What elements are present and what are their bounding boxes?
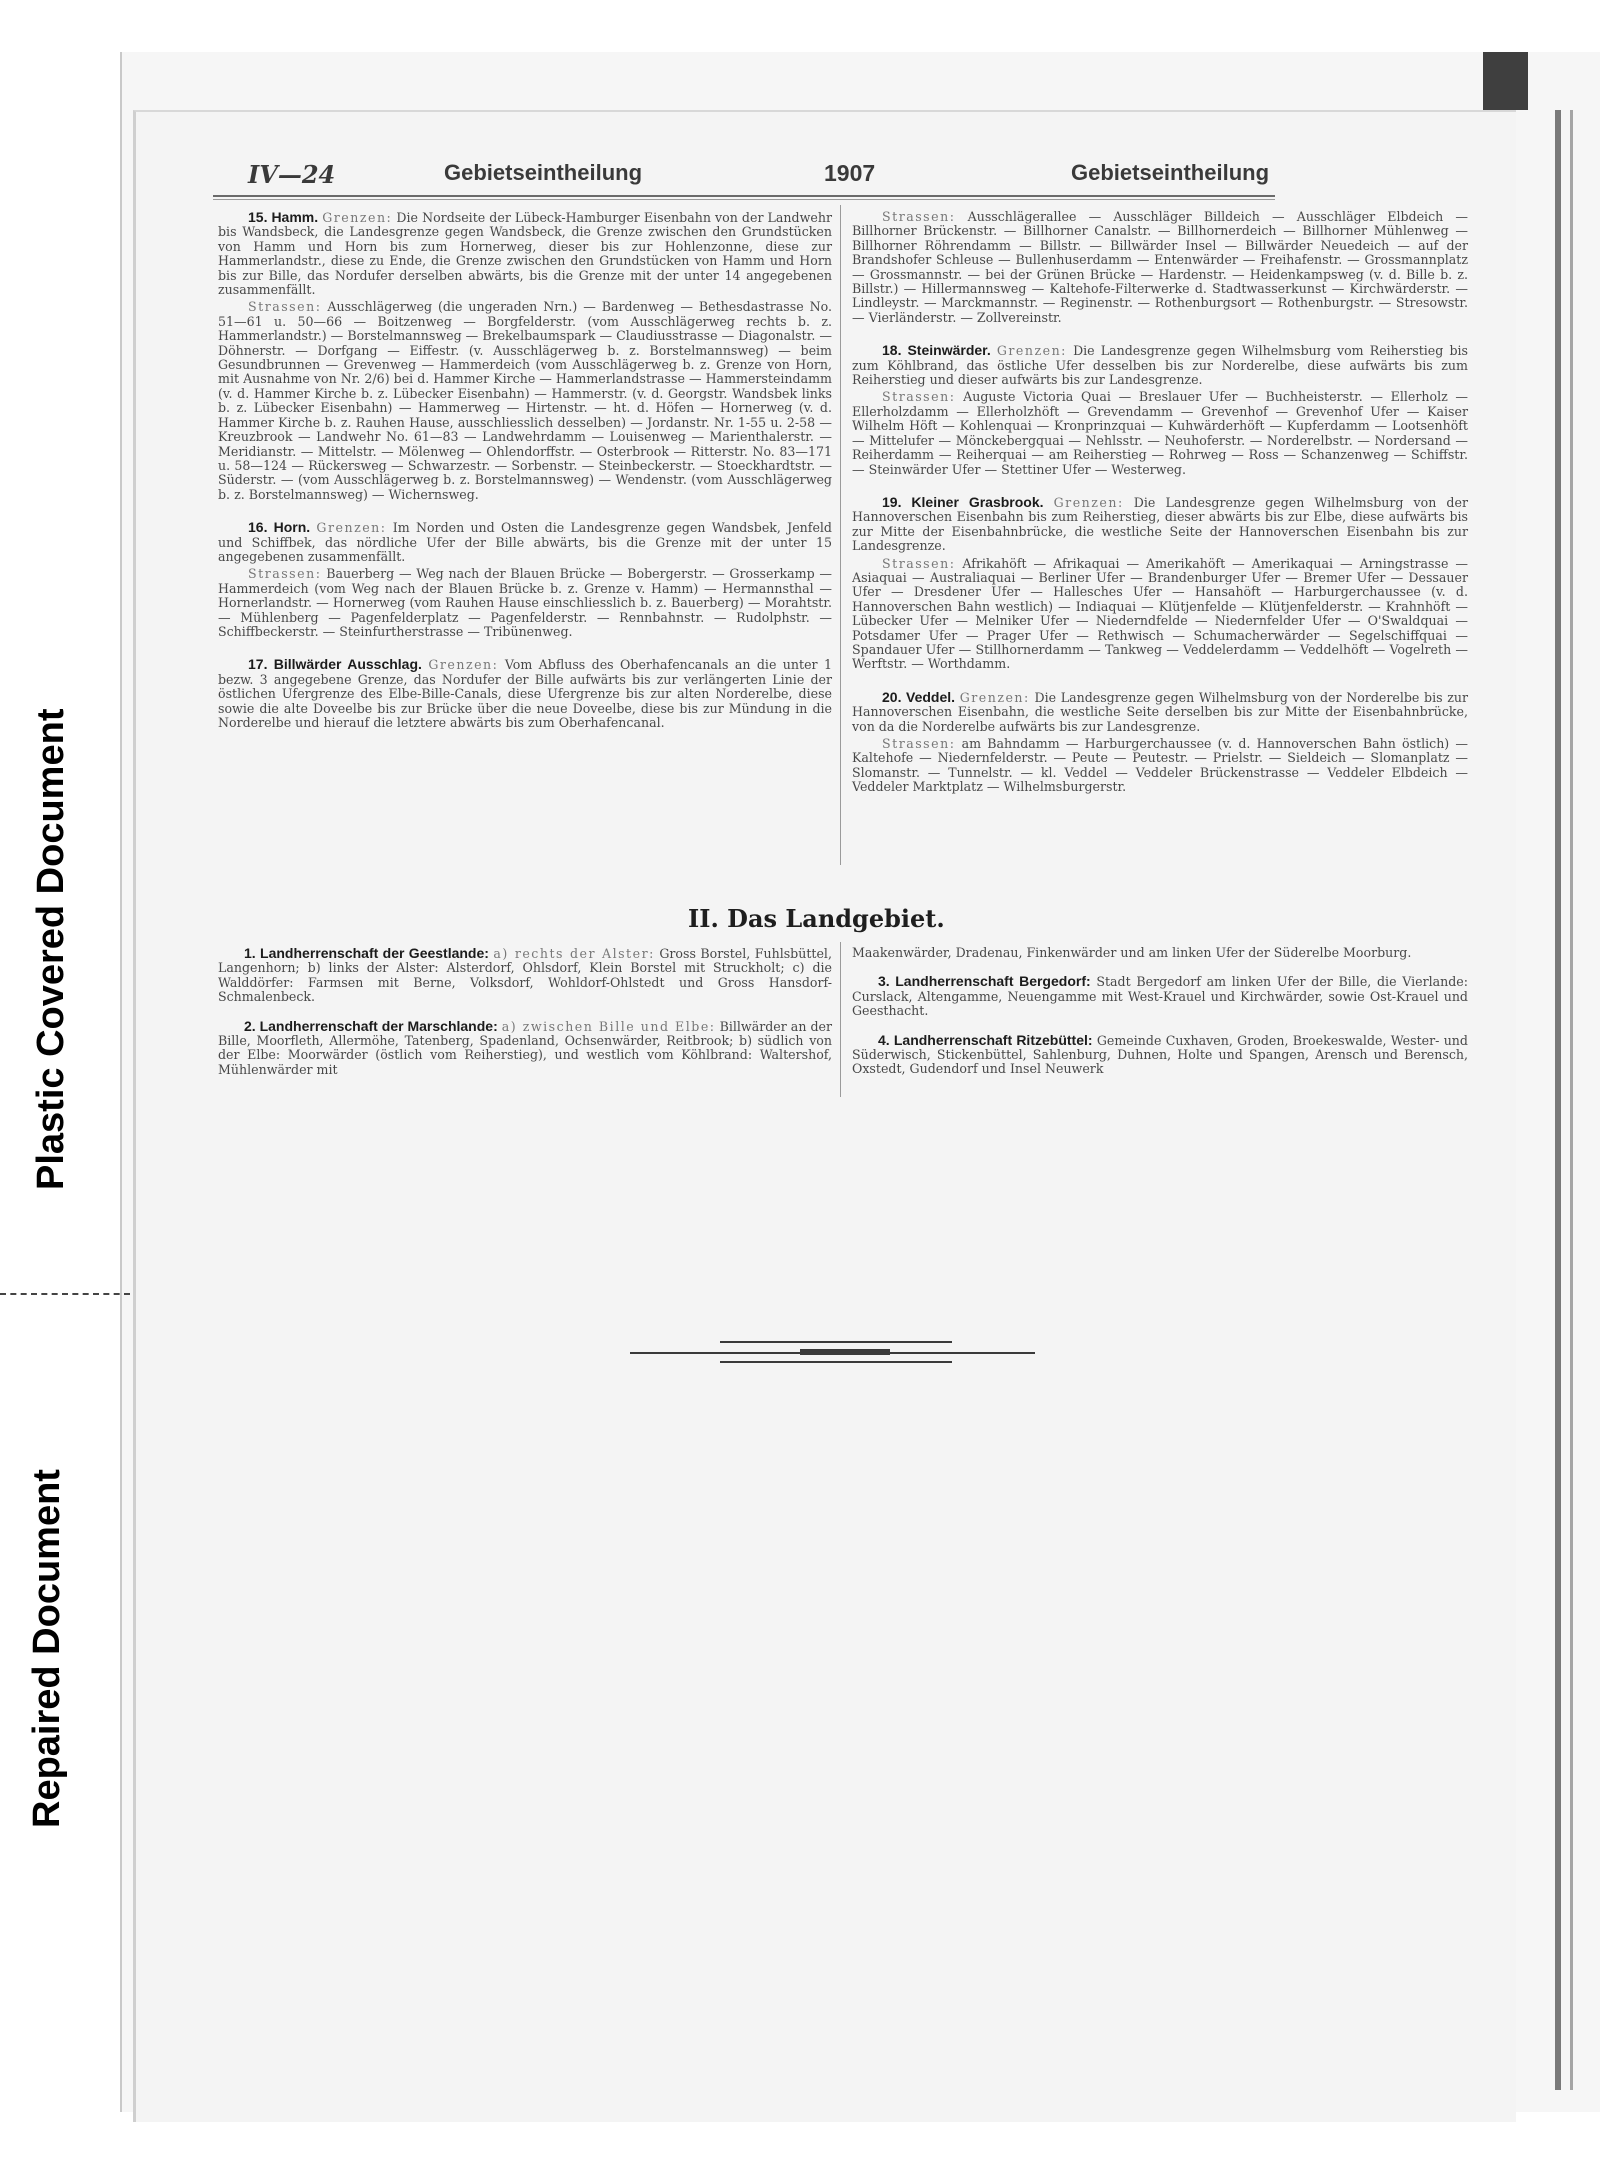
entry-label: Strassen: <box>882 736 956 751</box>
paragraph-billwaerder-grenzen <box>218 657 832 730</box>
paragraph-ritzebuettel <box>852 1033 1468 1077</box>
ornament-line-bottom <box>720 1361 952 1363</box>
entry-text: Vom Abfluss des Oberhafencanals an die unter 1 bezw. 3 angegebene Grenze, das Nordufer der Bille aufwärts bis zur verlängerten Linie der östlichen Ufergrenze des Elbe-Bille-Canals, diese Ufergrenze bis zur alten Norderelbe, diese sowie die alte Doveelbe bis zur Brücke über die neue Doveelbe, diese bis zur Mündung in die Norderelbe und hierauf die letztere abwärts bis zum Oberhafencanal. <box>218 657 832 730</box>
entry-text: Maakenwärder, Dradenau, Finkenwärder und am linken Ufer der Süderelbe Moorburg. <box>852 945 1412 960</box>
paragraph-marschlande <box>218 1019 832 1078</box>
paragraph-horn-grenzen <box>218 520 832 564</box>
binding-edge-inner <box>1570 110 1573 2090</box>
entry-text: Ausschlägerallee — Ausschläger Billdeich — Ausschläger Elbdeich — Billhorner Brückenstr. — Billhorner Canalstr. — Billhornerdeich — Billhorner Mühlenweg — Billhorner Röhrendamm — Billstr. — Billwärder Insel — Billwärder Neuedeich — auf der Brandshofer Schleuse — Bullenhuserdamm — Entenwärder — Freihafenstr. — Grossmannplatz — Grossmannstr. — bei der Grünen Brücke — Hardenstr. — Heidenkampsweg (v. d. Bille b. z. Billstr.) — Hillermannsweg — Kaltehofe-Filterwerke d. Stadtwasserkunst — Kirchwärderstr. — Lindleystr. — Marckmannstr. — Reginenstr. — Rothenburgsort — Rothenburgstr. — Stresowstr. — Vierländerstr. — Zollvereinstr. <box>852 209 1468 325</box>
entry-title: 1. Landherrenschaft der Geestlande: <box>244 945 489 961</box>
entry-label: Grenzen: <box>322 210 393 225</box>
entry-label: Grenzen: <box>1053 494 1124 510</box>
entry-text: Gemeinde Cuxhaven, Groden, Broekeswalde, Wester- und Süderwisch, Stickenbüttel, Sahlenburg, Duhnen, Holte und Spangen, Arensch und Berensch, Oxstedt, Gudendorf und Insel Neuwerk <box>852 1032 1468 1077</box>
entry-title: 17. Billwärder Ausschlag. <box>248 656 422 673</box>
paragraph-geestlande <box>218 946 832 1005</box>
entry-title: 19. Kleiner Grasbrook. <box>882 493 1044 510</box>
entry-label: Strassen: <box>882 555 956 571</box>
paragraph-steinwaerder-grenzen <box>852 343 1468 387</box>
page-number: IV—24 <box>248 160 336 189</box>
column-divider <box>840 205 841 865</box>
entry-label: Strassen: <box>882 209 956 224</box>
running-title-left: Gebietseintheilung <box>444 160 643 185</box>
entry-text: Billwärder an der Bille, Moorfleth, Allermöhe, Tatenberg, Spadenland, Ochsenwärder, Reitbrook; b) südlich von der Elbe: Moorwärder (östlich vom Reiherstieg), und westlich vom Köhlbrand: Waltershof, Mühlenwärder mit <box>218 1018 833 1077</box>
entry-text: Die Landesgrenze gegen Wilhelmsburg von der Hannoverschen Eisenbahn bis zum Reiherstieg, dieser abwärts bis zur Elbe, diese aufwärts bis zur Mitte der Eisenbahnbrücke, die westliche Seite der Hannoverschen Eisenbahn bis zur Landesgrenze. <box>852 494 1468 554</box>
paragraph-veddel-strassen <box>852 737 1468 795</box>
paragraph-bergedorf <box>852 974 1468 1018</box>
entry-text: Stadt Bergedorf am linken Ufer der Bille, die Vierlande: Curslack, Altengamme, Neuengamme mit West-Krauel und Kirchwärder, sowie Ost-Krauel und Geesthacht. <box>852 974 1469 1019</box>
entry-label: Grenzen: <box>996 343 1067 359</box>
paragraph-grasbrook-grenzen <box>852 495 1468 554</box>
entry-label: Strassen: <box>882 389 956 405</box>
side-label-separator <box>0 1293 130 1295</box>
entry-title: 4. Landherrenschaft Ritzebüttel: <box>878 1031 1093 1048</box>
ornament-center <box>800 1349 890 1355</box>
entry-label: a) rechts der Alster: <box>493 946 655 961</box>
paragraph-marschlande-cont <box>852 946 1468 960</box>
entry-title: 16. Horn. <box>248 519 311 536</box>
entry-text: am Bahndamm — Harburgerchaussee (v. d. Hannoverschen Bahn östlich) — Kaltehofe — Niedernfelderstr. — Peute — Peutestr. — Prielstr. — Sieldeich — Slomanplatz — Slomanstr. — Tunnelstr. — kl. Veddel — Veddeler Brückenstrasse — Veddeler Elbdeich — Veddeler Marktplatz — Wilhelmsburgerstr. <box>852 736 1468 795</box>
entry-text: Gross Borstel, Fuhlsbüttel, Langenhorn; b) links der Alster: Alsterdorf, Ohlsdorf, Klein Borstel mit Struckholt; c) die Walddörfer: Farmsen mit Berne, Volksdorf, Wohldorf-Ohlstedt und Gross Hansdorf-Schmalenbeck. <box>218 946 832 1005</box>
paragraph-hamm-strassen <box>218 300 832 502</box>
right-column <box>852 210 1468 798</box>
entry-text: Die Nordseite der Lübeck-Hamburger Eisenbahn von der Landwehr bis Wandsbeck, die Landesgrenze gegen Wandsbeck, die Grenze zwischen den Grundstücken von Hamm und Horn bis zum Hornerweg, dieser bis zur Hohlenzonne, diese zur Hammerlandstr., diese zu Ende, die Grenze zwischen den Grundstücken von Hamm und Horn bis zur Bille, das Nordufer derselben abwärts, bis die Grenze mit der unter 14 angegebenen zusammenfällt. <box>218 210 832 298</box>
entry-label: Grenzen: <box>428 657 499 673</box>
entry-label: Strassen: <box>248 566 322 582</box>
left-column <box>218 210 832 733</box>
landgebiet-right-column <box>852 946 1468 1091</box>
running-title-right: Gebietseintheilung <box>1071 160 1270 185</box>
entry-text: Die Landesgrenze gegen Wilhelmsburg von der Norderelbe bis zur Hannoverschen Eisenbahn, die westliche Seite derselben bis zur Mitte der Eisenbahnbrücke, von da die Norderelbe aufwärts bis zur Landesgrenze. <box>852 689 1468 734</box>
entry-label: Grenzen: <box>316 520 387 536</box>
section-heading: II. Das Landgebiet. <box>688 904 945 933</box>
entry-text: Afrikahöft — Afrikaquai — Amerikahöft — Amerikaquai — Arningstrasse — Asiaquai — Australiaquai — Berliner Ufer — Brandenburger Ufer — Bremer Ufer — Dessauer Ufer — Dresdener Ufer — Hallesches Ufer — Hansahöft — Harburgerchaussee (v. d. Hannoverschen Bahn westlich) — Indiaquai — Klütjenfelde — Klütjenfelderstr. — Krahnhöft — Lübecker Ufer — Melniker Ufer — Niederndfelde — Niedernfelder Ufer — O'Swaldquai — Potsdamer Ufer — Prager Ufer — Rethwisch — Schumacherwärder — Segelschiffquai — Spandauer Ufer — Stillhornerdamm — Tankweg — Veddelerdamm — Veddelhöft — Vogelreth — Werftstr. — Worthdamm. <box>852 555 1468 672</box>
paragraph-veddel-grenzen <box>852 690 1468 734</box>
ornament-line-top <box>720 1341 952 1343</box>
entry-title: 18. Steinwärder. <box>882 342 991 359</box>
binding-tab <box>1483 52 1528 110</box>
page-year: 1907 <box>824 160 876 186</box>
plastic-covered-label: Plastic Covered Document <box>30 708 72 1190</box>
repaired-document-label: Repaired Document <box>26 1469 68 1828</box>
paragraph-steinwaerder-strassen <box>852 390 1468 476</box>
entry-title: 15. Hamm. <box>248 209 319 225</box>
paragraph-grasbrook-strassen <box>852 557 1468 672</box>
entry-label: Strassen: <box>248 299 322 315</box>
entry-title: 2. Landherrenschaft der Marschlande: <box>244 1017 498 1034</box>
entry-text: Im Norden und Osten die Landesgrenze gegen Wandsbek, Jenfeld und Schiffbek, das nördliche Ufer der Bille abwärts, bis die Grenze mit der unter 15 angegebenen zusammenfällt. <box>218 520 832 564</box>
entry-text: Auguste Victoria Quai — Breslauer Ufer — Buchheisterstr. — Ellerholz — Ellerholzdamm — Ellerholzhöft — Grevendamm — Grevenhof — Grevenhof Ufer — Kaiser Wilhelm Höft — Kohlenquai — Kronprinzquai — Kuhwärderhöft — Kupferdamm — Lootsenhöft — Mittelufer — Mönckebergquai — Nehlsstr. — Neuhoferstr. — Norderelbstr. — Nordersand — Reiherdamm — Reiherquai — am Reiherstieg — Rohrweg — Ross — Schanzenweg — Schiffstr. — Steinwärder Ufer — Stettiner Ufer — Westerweg. <box>852 389 1468 477</box>
paragraph-billwaerder-strassen <box>852 210 1468 325</box>
binding-edge <box>1555 110 1561 2090</box>
entry-label: Grenzen: <box>959 689 1030 705</box>
header-rule-thin <box>213 199 1275 200</box>
entry-text: Die Landesgrenze gegen Wilhelmsburg vom Reiherstieg bis zum Köhlbrand, das östliche Ufer desselben bis zur Norderelbe, diese aufwärts bis zum Reiherstieg und dieser aufwärts bis zur Landesgrenze. <box>852 343 1468 388</box>
header-rule <box>213 195 1275 197</box>
landgebiet-column-divider <box>840 942 841 1097</box>
paragraph-horn-strassen <box>218 567 832 639</box>
entry-title: 3. Landherrenschaft Bergedorf: <box>878 973 1091 990</box>
entry-title: 20. Veddel. <box>882 688 956 705</box>
entry-text: Ausschlägerweg (die ungeraden Nrn.) — Bardenweg — Bethesdastrasse No. 51—61 u. 50—66 — Boitzenweg — Borgfelderstr. (vom Ausschlägerweg rechts b. z. Hammerlandstr.) — Borstelmannsweg — Brekelbaumspark — Claudiusstrasse — Diagonalstr. — Döhnerstr. — Dorfgang — Eiffestr. (v. Ausschlägerweg b. z. Borstelmannsweg) — beim Gesundbrunnen — Grevenweg — Hammerdeich (vom Ausschlägerweg b. z. Grenze von Horn, mit Ausnahme von Nr. 2/6) bei d. Hammer Kirche — Hammerlandstrasse — Hammersteindamm (v. d. Hammer Kirche b. z. Lübecker Eisenbahn) — Hammerstr. (v. d. Georgstr. Wandsbek links b. z. Lübecker Eisenbahn) — Hammerweg — Hirtenstr. — ht. d. Höfen — Hornerweg (v. d. Hammer Kirche b. z. Rauhen Hause, ausschliesslich desselben) — Jordanstr. Nr. 1-55 u. 2-58 — Kreuzbrook — Landwehr No. 61—83 — Landwehrdamm — Louisenweg — Marienthalerstr. — Meridianstr. — Mittelstr. — Mölenweg — Ohlendorffstr. — Osterbrook — Ritterstr. No. 83—171 u. 58—124 — Rückersweg — Schwarzestr. — Sorbenstr. — Steinbeckerstr. — Stoeckhardtstr. — Süderstr. — (vom Ausschlägerweg b. z. Borstelmannsweg) — Wendenstr. (vom Ausschlägerweg b. z. Borstelmannsweg) — Wichernsweg. <box>218 299 832 502</box>
paragraph-hamm-grenzen <box>218 210 832 297</box>
landgebiet-left-column <box>218 946 832 1091</box>
entry-label: a) zwischen Bille und Elbe: <box>501 1018 716 1034</box>
entry-text: Bauerberg — Weg nach der Blauen Brücke — Bobergerstr. — Grosserkamp — Hammerdeich (vom Weg nach der Blauen Brücke b. z. Grenze v. Hamm) — Hermannsthal — Hornerlandstr. — Hornerweg (vom Rauhen Hause einschliesslich b. z. Bauerberg) — Morahtstr. — Mühlenberg — Pagenfelderplatz — Pagenfelderstr. — Rennbahnstr. — Rudolphstr. — Schiffbeckerstr. — Steinfurtherstrasse — Tribünenweg. <box>218 566 832 639</box>
scan-top-margin <box>0 0 1600 52</box>
